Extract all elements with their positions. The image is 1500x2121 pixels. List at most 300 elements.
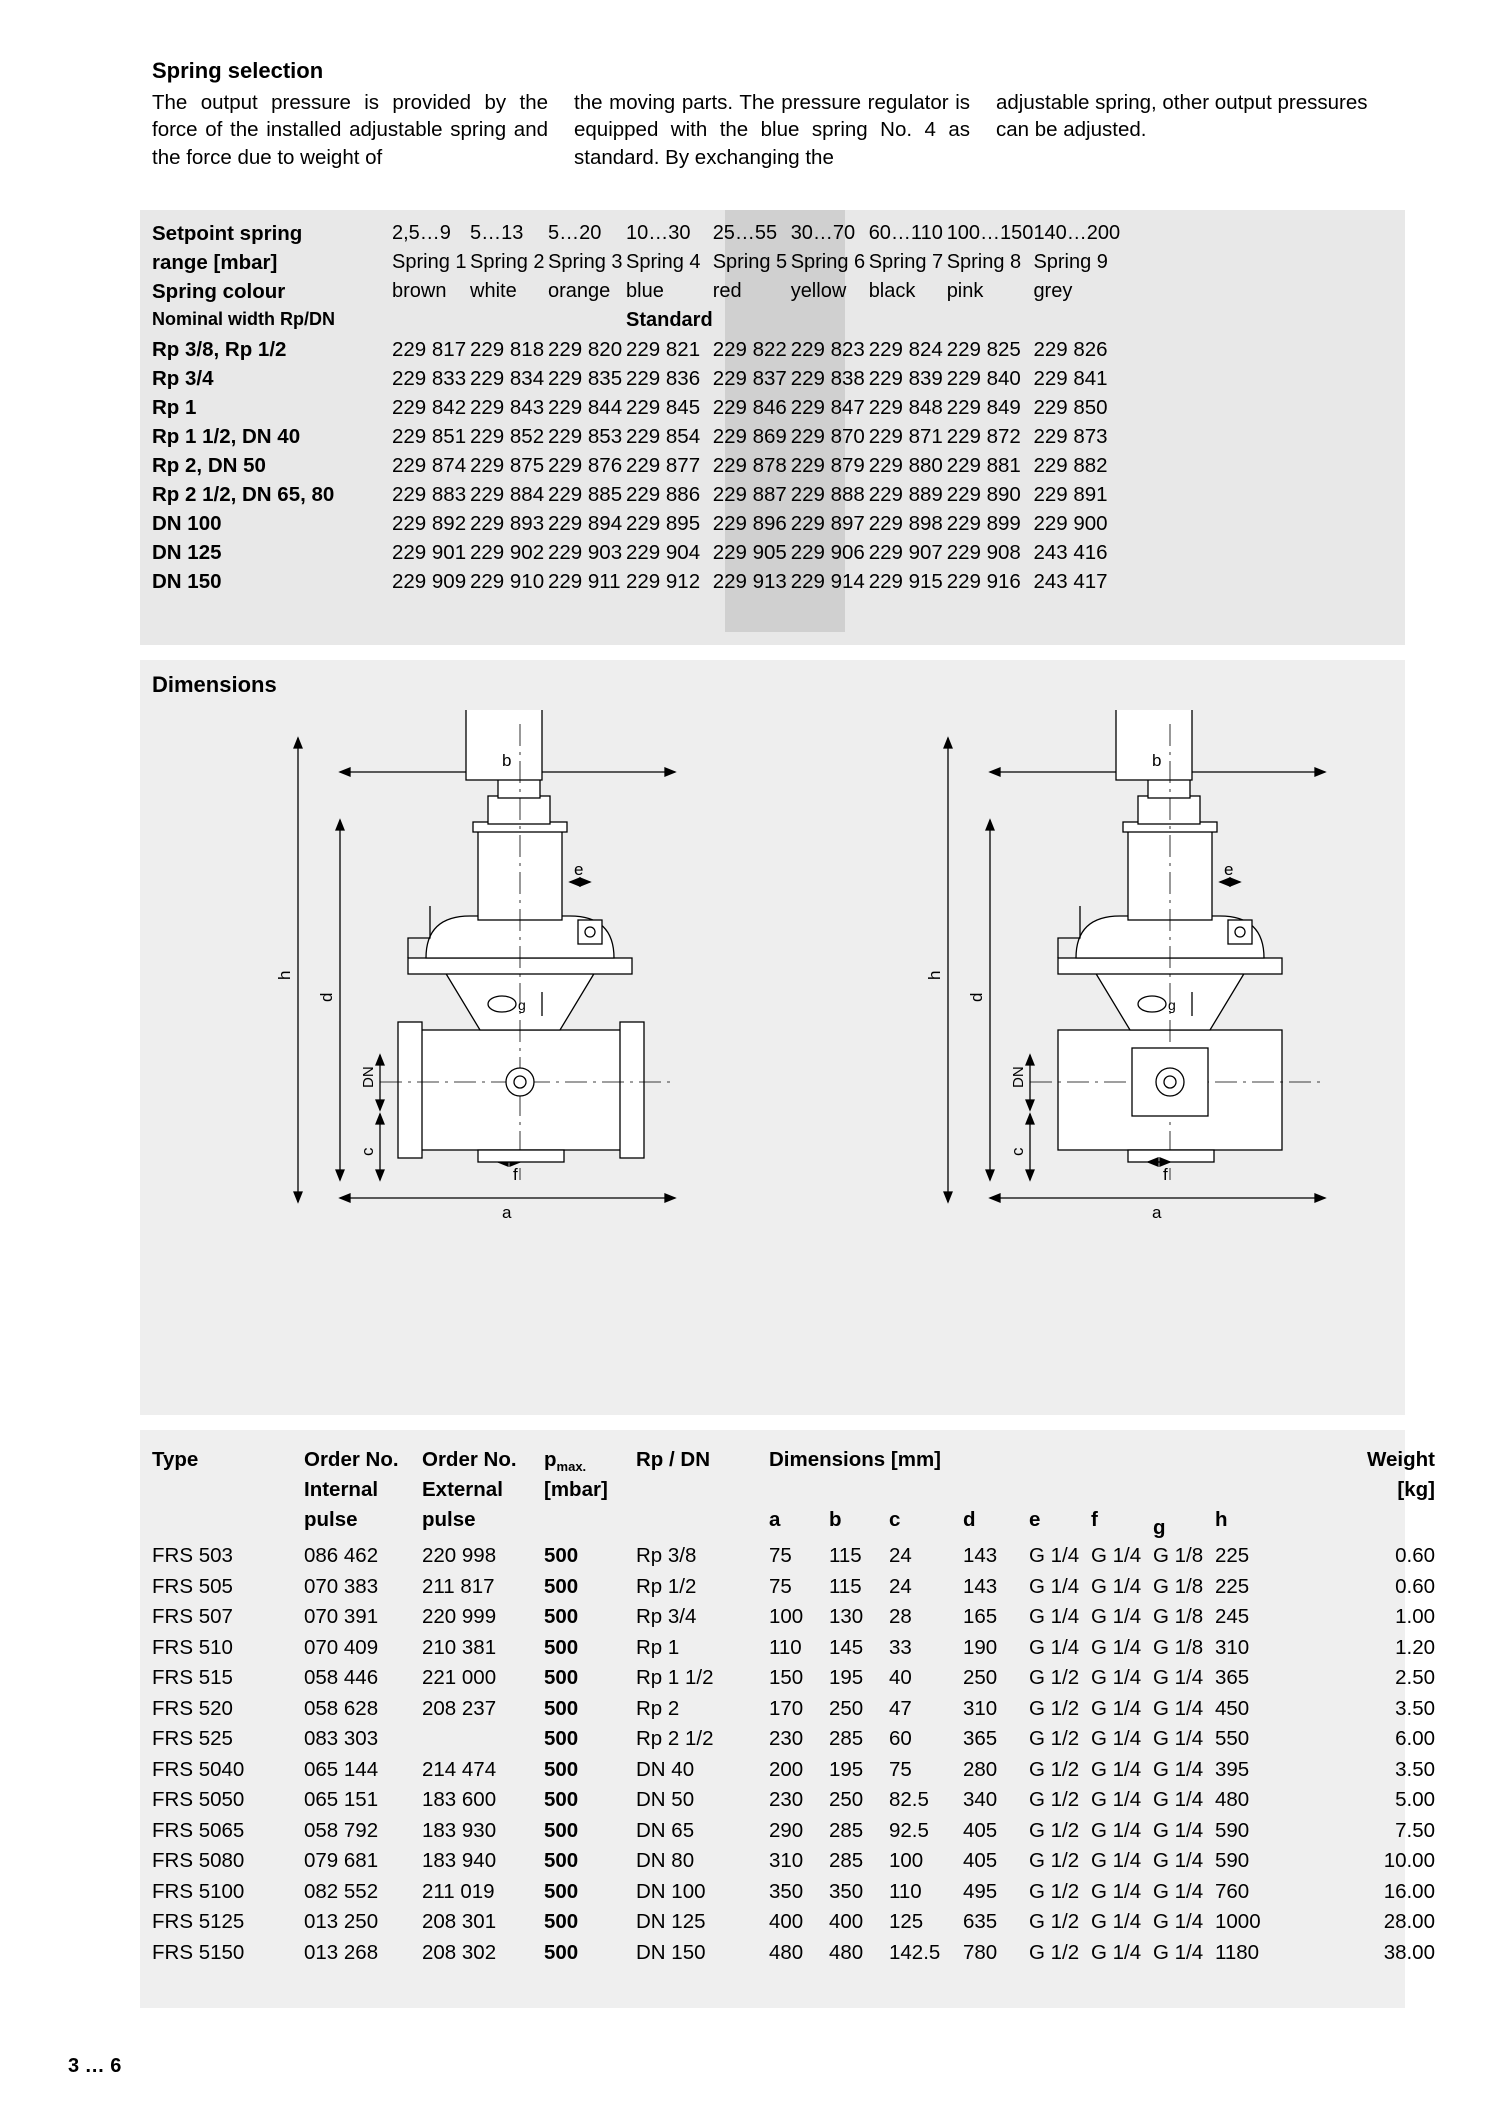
nominal-width-label: Rp 3/8, Rp 1/2	[152, 338, 287, 361]
cell-order-external: 208 302	[422, 1940, 497, 1964]
cell-rp-dn: Rp 1	[636, 1635, 680, 1659]
cell-g: G 1/4	[1153, 1757, 1204, 1781]
order-no-cell: 229 910	[470, 570, 545, 593]
cell-e: G 1/2	[1029, 1849, 1080, 1872]
cell-f: G 1/4	[1091, 1666, 1142, 1689]
order-no-cell: 229 881	[946, 454, 1021, 477]
order-no-cell: 229 884	[470, 483, 545, 506]
cell-rp-dn: DN 80	[636, 1849, 695, 1872]
cell-h: 310	[1215, 1635, 1250, 1659]
cell-d: 280	[963, 1757, 998, 1781]
type-order-table	[152, 1448, 1435, 1971]
cell-h: 395	[1215, 1757, 1250, 1781]
standard-label: Standard	[626, 309, 713, 331]
cell-weight: 2.50	[1395, 1666, 1435, 1689]
cell-b: 115	[829, 1574, 862, 1598]
cell-pmax: 500	[544, 1635, 579, 1659]
header-weight-unit: [kg]	[1397, 1478, 1435, 1501]
cell-weight: 6.00	[1395, 1727, 1435, 1750]
order-no-cell: 229 824	[868, 338, 943, 361]
cell-order-internal: 083 303	[304, 1727, 379, 1750]
cell-d: 405	[963, 1849, 998, 1872]
header-dim-h: h	[1215, 1508, 1228, 1531]
order-no-cell: 229 915	[868, 570, 943, 593]
nominal-width-label: Rp 2 1/2, DN 65, 80	[152, 483, 335, 506]
cell-order-external: 221 000	[422, 1666, 497, 1689]
order-no-cell: 229 895	[626, 512, 701, 535]
spring-cell: Spring 9	[1033, 251, 1108, 273]
cell-pmax: 500	[544, 1940, 579, 1964]
nominal-width-label: Rp 1 1/2, DN 40	[152, 425, 301, 448]
cell-weight: 16.00	[1383, 1879, 1435, 1903]
cell-h: 225	[1215, 1574, 1250, 1598]
header-pulse-internal: pulse	[304, 1508, 358, 1531]
table-row	[152, 1758, 1435, 1789]
header-dim-b: b	[829, 1508, 842, 1531]
cell-pmax: 500	[544, 1666, 579, 1689]
table-row	[152, 1910, 1435, 1941]
order-no-cell: 229 880	[868, 454, 943, 477]
cell-f: G 1/4	[1091, 1696, 1142, 1720]
colour-cell: black	[868, 280, 916, 302]
order-no-cell: 229 870	[790, 425, 865, 448]
cell-order-internal: 070 391	[304, 1605, 379, 1628]
empty-cell	[769, 1478, 1315, 1508]
dimensions-title: Dimensions	[152, 672, 277, 697]
cell-weight: 0.60	[1395, 1544, 1435, 1567]
order-no-cell: 229 913	[712, 570, 787, 593]
cell-g: G 1/4	[1153, 1696, 1204, 1720]
cell-order-external: 214 474	[422, 1757, 497, 1781]
table-row	[152, 1605, 1435, 1636]
cell-type: FRS 5080	[152, 1849, 245, 1872]
cell-c: 24	[889, 1574, 912, 1598]
order-no-cell: 229 873	[1033, 425, 1108, 448]
order-no-cell: 229 835	[548, 367, 623, 390]
order-no-cell: 229 837	[712, 367, 787, 390]
header-order-external: Order No.	[422, 1448, 517, 1471]
dimension-label-e: e	[1224, 860, 1234, 879]
range-cell: 60…110	[868, 222, 943, 244]
cell-order-external: 183 600	[422, 1788, 497, 1811]
cell-pmax: 500	[544, 1849, 579, 1872]
dimension-label-g: g	[518, 997, 526, 1013]
order-no-cell: 229 821	[626, 338, 701, 361]
order-no-cell: 229 851	[392, 425, 467, 448]
range-cell: 2,5…9	[392, 222, 451, 244]
order-no-cell: 229 914	[790, 570, 865, 593]
order-no-cell: 229 894	[548, 512, 623, 535]
intro-column-2: the moving parts. The pressure regulator is equipped with the blue spring No. 4 as standard. By exchanging the	[574, 91, 970, 169]
order-no-cell: 229 916	[946, 570, 1021, 593]
cell-weight: 28.00	[1383, 1910, 1435, 1933]
cell-order-internal: 065 144	[304, 1757, 379, 1781]
cell-weight: 3.50	[1395, 1696, 1435, 1720]
colour-cell: grey	[1033, 280, 1073, 302]
cell-a: 230	[769, 1788, 804, 1811]
cell-e: G 1/2	[1029, 1727, 1080, 1750]
cell-e: G 1/4	[1029, 1574, 1080, 1598]
cell-pmax: 500	[544, 1544, 579, 1567]
cell-g: G 1/8	[1153, 1605, 1204, 1628]
order-no-cell: 229 843	[470, 396, 545, 419]
cell-pmax: 500	[544, 1910, 579, 1933]
table-row	[152, 1544, 1435, 1575]
header-pmax-sub: max.	[556, 1459, 587, 1475]
cell-c: 100	[889, 1849, 924, 1872]
order-no-cell: 229 817	[392, 338, 467, 361]
empty-cell	[548, 309, 626, 338]
dimension-label-a: a	[502, 1203, 512, 1222]
cell-rp-dn: DN 50	[636, 1788, 695, 1811]
cell-order-external: 183 930	[422, 1818, 497, 1842]
cell-g: G 1/4	[1153, 1666, 1204, 1689]
cell-e: G 1/4	[1029, 1605, 1080, 1628]
order-no-cell: 229 847	[790, 396, 865, 419]
cell-weight: 1.00	[1395, 1605, 1435, 1628]
cell-b: 195	[829, 1757, 864, 1781]
cell-e: G 1/2	[1029, 1910, 1080, 1933]
cell-order-external: 211 817	[422, 1574, 495, 1598]
cell-d: 340	[963, 1788, 998, 1811]
spring-colour-header: Spring colour	[152, 280, 286, 303]
order-no-cell: 229 834	[470, 367, 545, 390]
cell-type: FRS 5050	[152, 1788, 245, 1811]
cell-f: G 1/4	[1091, 1574, 1142, 1598]
cell-b: 250	[829, 1788, 864, 1811]
table-row	[152, 1697, 1435, 1728]
cell-e: G 1/2	[1029, 1818, 1080, 1842]
dimension-label-g: g	[1168, 997, 1176, 1013]
table-header-row	[152, 1508, 1435, 1544]
order-no-cell: 229 892	[392, 512, 467, 535]
cell-h: 450	[1215, 1696, 1250, 1720]
header-dim-f: f	[1091, 1508, 1098, 1531]
cell-c: 75	[889, 1757, 912, 1781]
dimension-label-dn: DN	[1010, 1066, 1027, 1088]
order-no-cell: 229 853	[548, 425, 623, 448]
colour-cell: red	[712, 280, 742, 302]
cell-a: 350	[769, 1879, 804, 1903]
cell-e: G 1/2	[1029, 1666, 1080, 1689]
cell-a: 170	[769, 1696, 804, 1720]
order-no-cell: 229 846	[712, 396, 787, 419]
cell-a: 150	[769, 1666, 804, 1689]
cell-rp-dn: DN 40	[636, 1757, 695, 1781]
cell-weight: 0.60	[1395, 1574, 1435, 1598]
order-no-cell: 229 897	[790, 512, 865, 535]
empty-cell	[470, 309, 548, 338]
table-row	[152, 309, 1120, 338]
order-no-cell: 229 871	[868, 425, 943, 448]
table-row	[152, 1575, 1435, 1606]
cell-d: 635	[963, 1910, 998, 1933]
header-pulse-external: pulse	[422, 1508, 476, 1531]
cell-rp-dn: Rp 1/2	[636, 1574, 697, 1598]
table-header-row	[152, 1478, 1435, 1508]
cell-b: 285	[829, 1818, 864, 1842]
cell-f: G 1/4	[1091, 1605, 1142, 1628]
cell-pmax: 500	[544, 1818, 579, 1842]
cell-g: G 1/8	[1153, 1544, 1204, 1567]
cell-e: G 1/2	[1029, 1788, 1080, 1811]
header-rp-dn: Rp / DN	[636, 1448, 711, 1471]
cell-h: 550	[1215, 1727, 1250, 1750]
empty-cell	[392, 309, 470, 338]
cell-h: 1180	[1215, 1940, 1260, 1964]
cell-order-internal: 058 792	[304, 1818, 379, 1842]
cell-pmax: 500	[544, 1727, 579, 1750]
empty-cell	[947, 309, 1034, 338]
spring-selection-table	[152, 222, 1120, 599]
cell-order-internal: 013 250	[304, 1910, 379, 1933]
cell-d: 143	[963, 1574, 998, 1598]
order-no-cell: 229 908	[946, 541, 1021, 564]
cell-d: 780	[963, 1940, 998, 1964]
cell-d: 190	[963, 1635, 998, 1659]
spring-selection-section	[152, 58, 1392, 171]
cell-d: 165	[963, 1605, 998, 1628]
cell-order-external: 210 381	[422, 1635, 497, 1659]
order-no-cell: 229 842	[392, 396, 467, 419]
dimension-label-d: d	[317, 992, 336, 1002]
cell-type: FRS 510	[152, 1635, 233, 1659]
cell-f: G 1/4	[1091, 1727, 1142, 1750]
order-no-cell: 229 898	[868, 512, 943, 535]
cell-pmax: 500	[544, 1757, 579, 1781]
spring-cell: Spring 3	[548, 251, 623, 273]
colour-cell: white	[470, 280, 517, 302]
cell-e: G 1/2	[1029, 1879, 1080, 1903]
table-row	[152, 541, 1120, 570]
cell-c: 47	[889, 1696, 912, 1720]
cell-f: G 1/4	[1091, 1635, 1142, 1659]
cell-type: FRS 525	[152, 1727, 233, 1750]
header-dim-c: c	[889, 1508, 901, 1531]
cell-type: FRS 5150	[152, 1940, 245, 1964]
spring-range-header-1: Setpoint spring	[152, 222, 303, 245]
spring-cell: Spring 7	[868, 251, 944, 273]
cell-h: 365	[1215, 1666, 1250, 1689]
cell-b: 350	[829, 1879, 864, 1903]
cell-order-external: 183 940	[422, 1849, 497, 1872]
cell-rp-dn: Rp 2	[636, 1696, 680, 1720]
intro-column-3: adjustable spring, other output pressures can be adjusted.	[996, 91, 1368, 142]
pressure-regulator-drawing-threaded	[880, 710, 1440, 1380]
table-row	[152, 1819, 1435, 1850]
cell-pmax: 500	[544, 1696, 579, 1720]
order-no-cell: 229 839	[868, 367, 943, 390]
spring-cell: Spring 8	[946, 251, 1022, 273]
cell-weight: 5.00	[1395, 1788, 1435, 1811]
cell-a: 110	[769, 1635, 802, 1659]
cell-type: FRS 5040	[152, 1757, 245, 1781]
spring-cell: Spring 2	[470, 251, 545, 273]
cell-order-external: 220 998	[422, 1544, 497, 1567]
cell-b: 285	[829, 1849, 864, 1872]
range-cell: 30…70	[790, 222, 856, 244]
order-no-cell: 229 900	[1033, 512, 1108, 535]
order-no-cell: 229 876	[548, 454, 623, 477]
cell-c: 33	[889, 1635, 912, 1659]
order-no-cell: 243 417	[1033, 570, 1108, 593]
cell-c: 24	[889, 1544, 912, 1567]
order-no-cell: 229 874	[392, 454, 467, 477]
cell-order-external: 208 237	[422, 1696, 497, 1720]
cell-e: G 1/2	[1029, 1696, 1080, 1720]
cell-a: 200	[769, 1757, 804, 1781]
cell-rp-dn: Rp 1 1/2	[636, 1666, 714, 1689]
cell-h: 225	[1215, 1544, 1250, 1567]
cell-b: 115	[829, 1544, 862, 1567]
cell-b: 480	[829, 1940, 864, 1964]
cell-c: 28	[889, 1605, 912, 1628]
cell-g: G 1/4	[1153, 1940, 1204, 1964]
cell-d: 250	[963, 1666, 998, 1689]
order-no-cell: 229 878	[712, 454, 787, 477]
page-number: 3 … 6	[68, 2055, 122, 2077]
cell-weight: 7.50	[1395, 1818, 1435, 1842]
table-row	[152, 280, 1120, 309]
cell-g: G 1/8	[1153, 1635, 1204, 1659]
empty-cell	[152, 1478, 304, 1508]
table-row	[152, 367, 1120, 396]
cell-pmax: 500	[544, 1879, 579, 1903]
cell-d: 143	[963, 1544, 998, 1567]
cell-c: 60	[889, 1727, 912, 1750]
cell-order-internal: 082 552	[304, 1879, 379, 1903]
order-no-cell: 229 840	[946, 367, 1021, 390]
order-no-cell: 229 850	[1033, 396, 1108, 419]
colour-cell: blue	[626, 280, 664, 302]
table-header-row	[152, 1448, 1435, 1478]
cell-order-internal: 013 268	[304, 1940, 379, 1964]
cell-f: G 1/4	[1091, 1544, 1142, 1567]
cell-d: 405	[963, 1818, 998, 1842]
cell-pmax: 500	[544, 1605, 579, 1628]
dimension-label-c: c	[1008, 1147, 1027, 1156]
cell-c: 82.5	[889, 1788, 929, 1811]
intro-columns	[152, 89, 1392, 171]
cell-d: 495	[963, 1879, 998, 1903]
cell-order-internal: 070 383	[304, 1574, 379, 1598]
cell-rp-dn: Rp 3/4	[636, 1605, 697, 1628]
table-row	[152, 512, 1120, 541]
cell-order-internal: 070 409	[304, 1635, 379, 1659]
table-row	[152, 483, 1120, 512]
spring-cell: Spring 6	[790, 251, 866, 273]
cell-g: G 1/4	[1153, 1879, 1204, 1903]
cell-order-internal: 065 151	[304, 1788, 379, 1811]
order-no-cell: 229 893	[470, 512, 545, 535]
spring-cell: Spring 1	[392, 251, 467, 273]
cell-pmax: 500	[544, 1788, 579, 1811]
order-no-cell: 229 911	[548, 570, 621, 593]
dimension-label-h: h	[925, 970, 944, 980]
dimension-label-c: c	[358, 1147, 377, 1156]
header-dim-g: g	[1153, 1516, 1166, 1539]
order-no-cell: 229 906	[790, 541, 865, 564]
cell-order-internal: 086 462	[304, 1544, 379, 1567]
header-internal: Internal	[304, 1478, 379, 1501]
table-row	[152, 425, 1120, 454]
order-no-cell: 229 885	[548, 483, 623, 506]
empty-cell	[791, 309, 869, 338]
cell-rp-dn: Rp 2 1/2	[636, 1727, 714, 1750]
table-row	[152, 1727, 1435, 1758]
dimension-label-b: b	[502, 751, 512, 770]
cell-weight: 3.50	[1395, 1757, 1435, 1781]
range-cell: 5…20	[548, 222, 602, 244]
order-no-cell: 229 823	[790, 338, 865, 361]
cell-e: G 1/2	[1029, 1940, 1080, 1964]
cell-type: FRS 503	[152, 1544, 233, 1567]
dimension-label-d: d	[967, 992, 986, 1002]
order-no-cell: 243 416	[1033, 541, 1108, 564]
cell-b: 195	[829, 1666, 864, 1689]
cell-b: 145	[829, 1635, 864, 1659]
order-no-cell: 229 896	[712, 512, 787, 535]
order-no-cell: 229 833	[392, 367, 467, 390]
cell-type: FRS 5065	[152, 1818, 245, 1842]
cell-e: G 1/4	[1029, 1544, 1080, 1567]
order-no-cell: 229 907	[868, 541, 943, 564]
table-row	[152, 1941, 1435, 1972]
section-title: Spring selection	[152, 58, 324, 83]
cell-d: 365	[963, 1727, 998, 1750]
order-no-cell: 229 883	[392, 483, 467, 506]
cell-e: G 1/4	[1029, 1635, 1080, 1659]
cell-pmax: 500	[544, 1574, 579, 1598]
order-no-cell: 229 838	[790, 367, 865, 390]
order-no-cell: 229 844	[548, 396, 623, 419]
cell-a: 310	[769, 1849, 804, 1872]
cell-h: 590	[1215, 1849, 1250, 1872]
cell-f: G 1/4	[1091, 1940, 1142, 1964]
cell-c: 125	[889, 1910, 924, 1933]
cell-f: G 1/4	[1091, 1910, 1142, 1933]
cell-rp-dn: DN 100	[636, 1879, 706, 1903]
dimension-label-a: a	[1152, 1203, 1162, 1222]
order-no-cell: 229 845	[626, 396, 701, 419]
cell-b: 285	[829, 1727, 864, 1750]
empty-cell	[636, 1508, 769, 1544]
header-order-internal: Order No.	[304, 1448, 399, 1471]
order-no-cell: 229 888	[790, 483, 865, 506]
empty-cell	[869, 309, 947, 338]
spring-cell: Spring 4	[626, 251, 701, 273]
table-row	[152, 570, 1120, 599]
table-row	[152, 1849, 1435, 1880]
cell-rp-dn: DN 65	[636, 1818, 695, 1842]
cell-a: 230	[769, 1727, 804, 1750]
cell-type: FRS 520	[152, 1696, 233, 1720]
cell-type: FRS 5100	[152, 1879, 245, 1903]
cell-order-internal: 058 446	[304, 1666, 379, 1689]
cell-b: 400	[829, 1910, 864, 1933]
order-no-cell: 229 825	[946, 338, 1021, 361]
cell-rp-dn: Rp 3/8	[636, 1544, 697, 1567]
header-dim-d: d	[963, 1508, 976, 1531]
cell-f: G 1/4	[1091, 1788, 1142, 1811]
order-no-cell: 229 882	[1033, 454, 1108, 477]
colour-cell: yellow	[790, 280, 847, 302]
cell-order-external	[422, 1727, 544, 1758]
cell-c: 40	[889, 1666, 912, 1689]
spring-range-header-2: range [mbar]	[152, 251, 278, 274]
cell-h: 760	[1215, 1879, 1250, 1903]
cell-a: 400	[769, 1910, 804, 1933]
